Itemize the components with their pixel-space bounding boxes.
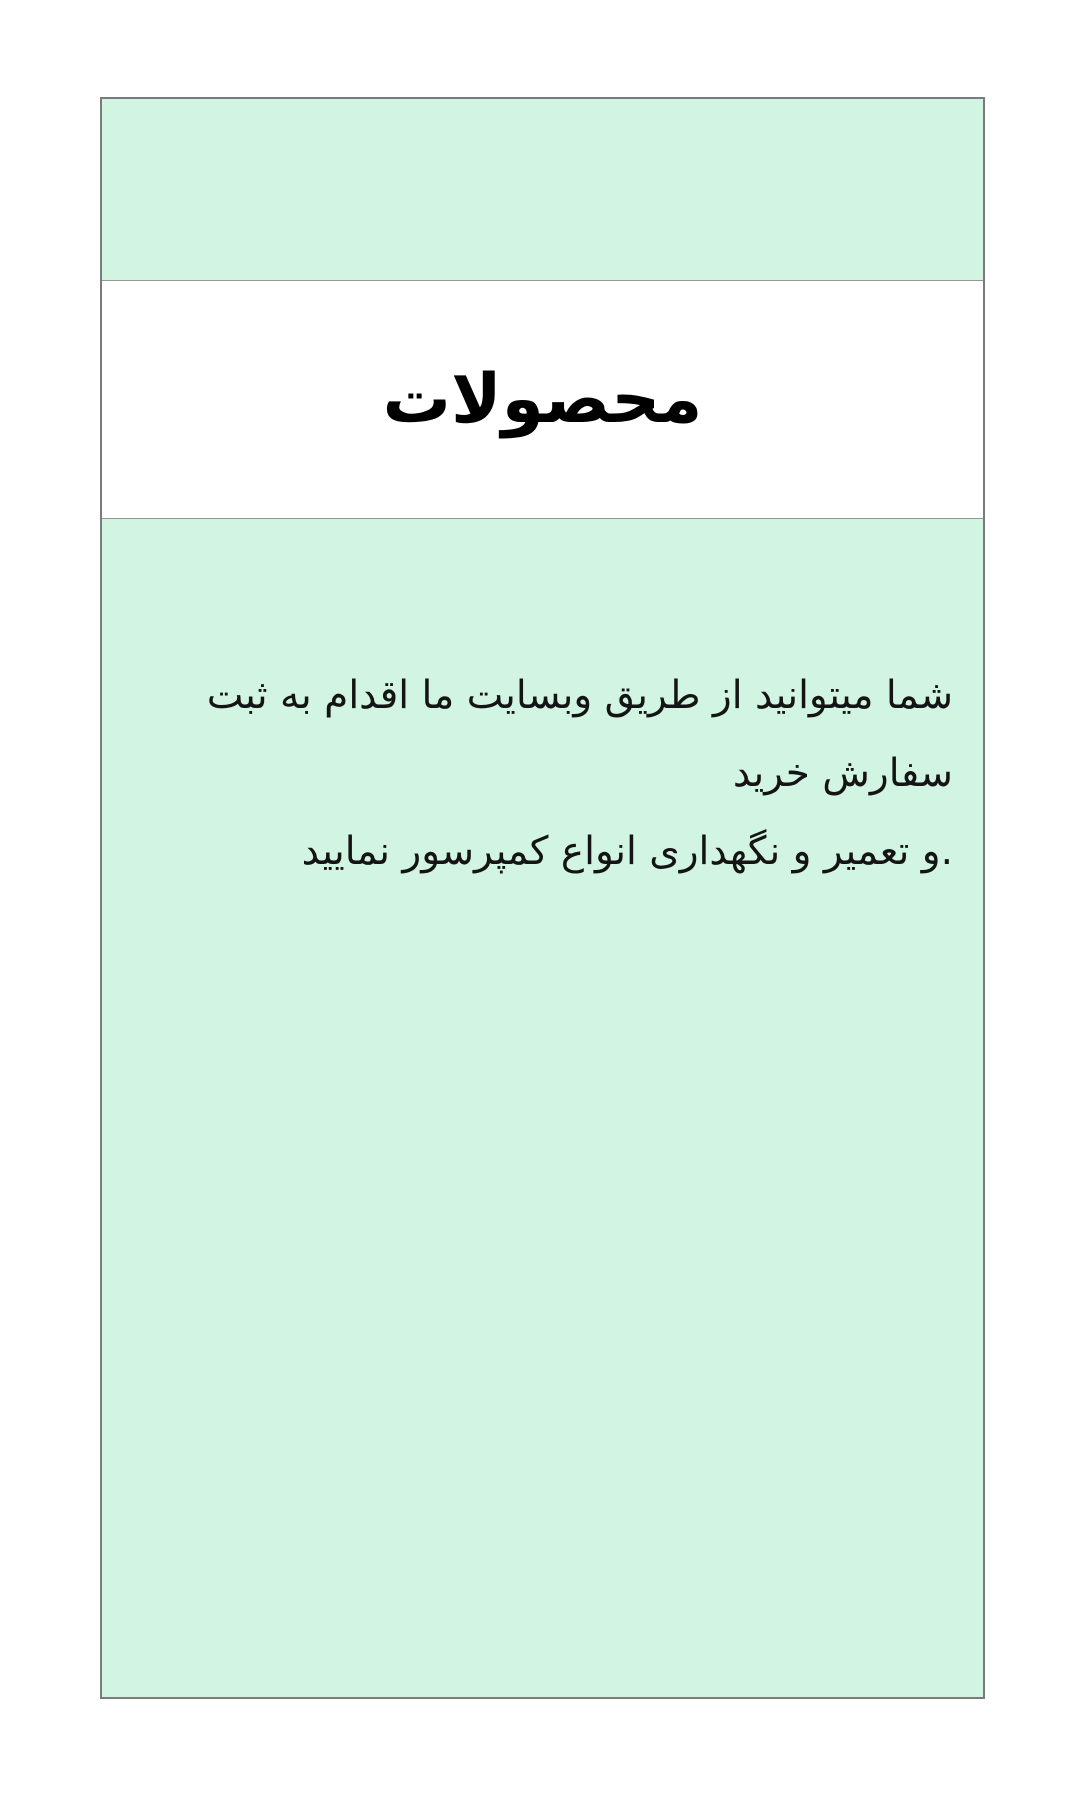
products-description <box>142 657 953 891</box>
page-title: محصولات <box>382 359 703 439</box>
title-section <box>102 281 983 519</box>
hero-section <box>102 99 983 281</box>
description-line-1: شما میتوانید از طریق وبسایت ما اقدام به ثبت سفارش خرید <box>206 673 953 796</box>
content-section <box>102 519 983 1697</box>
description-line-2: .و تعمیر و نگهداری انواع کمپرسور نمایید <box>301 829 953 874</box>
page-container <box>100 97 985 1699</box>
